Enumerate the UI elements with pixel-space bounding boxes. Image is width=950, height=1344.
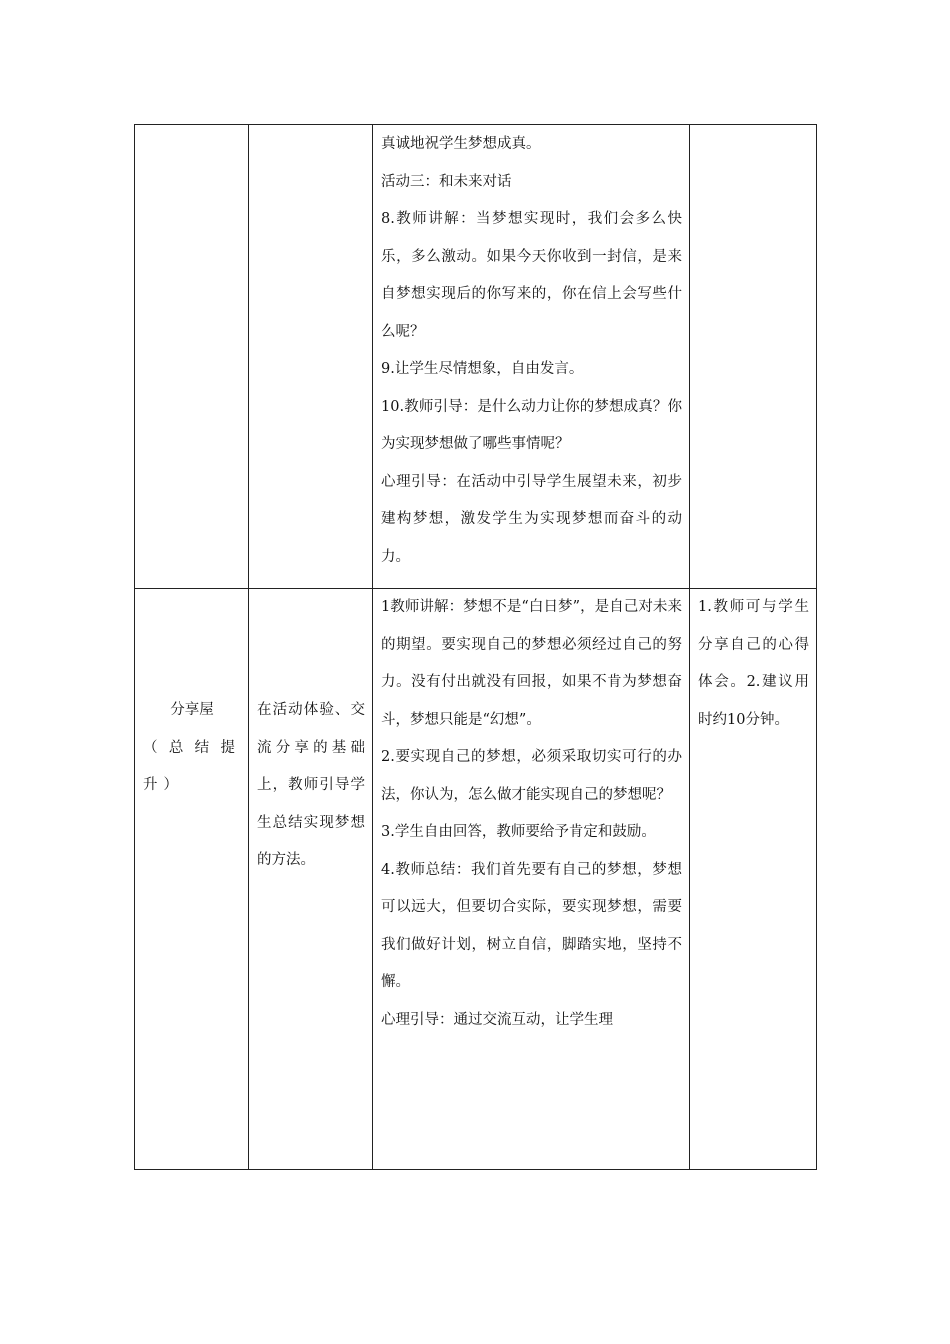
stage-cell bbox=[135, 125, 249, 589]
activity-line: 9.让学生尽情想象，自由发言。 bbox=[381, 361, 584, 377]
activity-cell bbox=[373, 125, 690, 589]
notes-cell bbox=[690, 125, 817, 589]
activity-line: 3.学生自由回答，教师要给予肯定和鼓励。 bbox=[381, 824, 656, 840]
activity-line: 2.要实现自己的梦想，必须采取切实可行的办法，你认为，怎么做才能实现自己的梦想呢？ bbox=[381, 749, 682, 803]
table-row bbox=[135, 125, 817, 589]
activity-line: 真诚地祝学生梦想成真。 bbox=[381, 136, 541, 152]
activity-cell bbox=[373, 589, 690, 1170]
stage-title: 分享屋 bbox=[170, 702, 214, 718]
goal-text: 在活动体验、交流分享的基础上，教师引导学生总结实现梦想的方法。 bbox=[257, 702, 365, 868]
goal-cell bbox=[249, 589, 373, 1170]
activity-heading: 活动三：和未来对话 bbox=[381, 173, 512, 190]
psych-guidance: 心理引导：通过交流互动，让学生理 bbox=[381, 1011, 613, 1028]
notes-cell bbox=[690, 589, 817, 1170]
goal-cell bbox=[249, 125, 373, 589]
activity-line: 4.教师总结：我们首先要有自己的梦想，梦想可以远大，但要切合实际，要实现梦想，需要我们做好计划，树立自信，脚踏实地，坚持不懈。 bbox=[381, 861, 682, 990]
activity-line: 8.教师讲解：当梦想实现时，我们会多么快乐，多么激动。如果今天你收到一封信，是来自梦想实现后的你写来的，你在信上会写些什么呢？ bbox=[381, 211, 682, 340]
psych-guidance: 心理引导：在活动中引导学生展望未来，初步建构梦想，激发学生为实现梦想而奋斗的动力。 bbox=[381, 473, 682, 565]
table-row bbox=[135, 589, 817, 1170]
notes-text: 1.教师可与学生分享自己的心得体会。2.建议用时约10分钟。 bbox=[698, 599, 809, 728]
lesson-plan-table bbox=[134, 124, 817, 1170]
stage-cell bbox=[135, 589, 249, 1170]
activity-line: 10.教师引导：是什么动力让你的梦想成真？你为实现梦想做了哪些事情呢？ bbox=[381, 398, 682, 452]
activity-line: 1教师讲解：梦想不是“白日梦”，是自己对未来的期望。要实现自己的梦想必须经过自己的努力。没有付出就没有回报，如果不肯为梦想奋斗，梦想只能是“幻想”。 bbox=[381, 599, 682, 728]
stage-subtitle: （总结提升） bbox=[143, 739, 241, 793]
